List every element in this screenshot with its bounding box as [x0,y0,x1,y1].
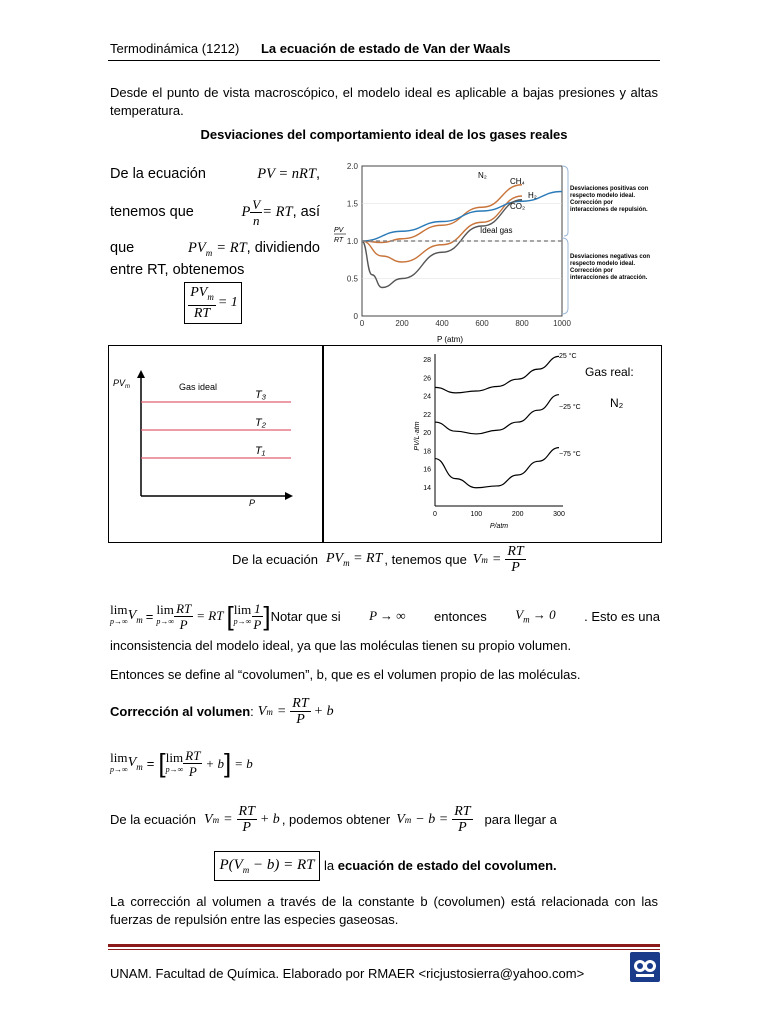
svg-text:respecto modelo ideal.: respecto modelo ideal. [570,193,636,199]
x-tick: 0 [433,511,437,518]
x-axis-label: P [249,498,256,508]
series-curve-0 [435,356,559,393]
label-h2: H₂ [528,191,537,200]
document-title: La ecuación de estado de Van der Waals [260,41,511,56]
y-tick: 28 [423,357,431,364]
svg-text:Corrección por: Corrección por [570,200,614,206]
annotation-negative [570,254,650,281]
x-tick: 0 [359,319,365,328]
series-curves [435,356,559,487]
left-line-1: De la ecuación PV = nRT, [110,166,320,182]
y-tick: 1.0 [346,237,358,246]
svg-text:Desviaciones positivas con: Desviaciones positivas con [570,186,649,192]
equation-2-line: lim p→∞ $V_m$ = lim p→∞ $\frac{RT}{P}$ = RT [ lim p→∞ $\frac{1}{P}$ ] Notar que si P → ∞ entonces $V_m \to 0$ . Esto es una [110,600,660,632]
footer-text: UNAM. Facultad de Química. Elaborado por RMAER <ricjustosierra@yahoo.com> [110,966,585,981]
label-ideal: Ideal gas [480,226,513,235]
x-tick: 300 [553,511,565,518]
final-paragraph: La corrección al volumen a través de la constante b (covolumen) está relacionada con las fuerzas de repulsión entre las especies gaseosas. [110,894,658,927]
bracket-positive [562,166,568,236]
left-text-block [110,164,320,282]
svg-text:Desviaciones negativas con: Desviaciones negativas con [570,254,651,260]
isotherm-label: T₁ [255,445,266,457]
y-tick: 14 [423,484,431,492]
label-n2: N₂ [478,171,487,180]
x-tick-labels [433,511,565,518]
x-tick-labels [360,319,572,328]
real-gas-chart [323,346,661,542]
inconsistency-paragraph: inconsistencia del modelo ideal, ya que las moléculas tienen su propio volumen. [110,638,572,653]
left-line-2: tenemos que P $\frac{V}{n}$ = RT , así [110,196,320,228]
y-tick: 2.0 [346,162,358,171]
y-tick: 18 [423,448,431,456]
y-axis-label-num: PV [334,227,344,234]
real-gas-label: Gas real: [585,365,634,379]
svg-text:interacciones de repulsión.: interacciones de repulsión. [570,207,648,213]
isotherm-label: T₂ [255,417,266,429]
header-rule [108,60,660,61]
annotation-positive [570,186,649,213]
boxed-equation: $\frac{PV_m}{RT}$ = 1 [184,282,242,324]
label-co2: CO₂ [510,202,526,211]
bracket-negative [562,238,568,314]
left-line-3: que $PV_m$ = RT, dividiendo [110,240,320,258]
y-tick: 22 [423,411,431,419]
label-25c: 25 °C [559,353,577,360]
series-lines [362,185,562,288]
x-tick: 100 [470,511,483,518]
intro-paragraph: Desde el punto de vista macroscópico, el modelo ideal es aplicable a bajas presiones y altas temperatura. [110,85,658,118]
y-tick: 20 [423,430,431,437]
equation-4-line: De la ecuación V m = $\frac{RT}{P}$ + b , podemos obtener V m − b = $\frac{RT}{P}$ para llegar a [110,804,557,835]
isotherm-label: T₃ [255,389,267,401]
series-line-3 [362,200,522,288]
y-tick: 16 [423,466,431,474]
ideal-gas-panel [108,345,324,543]
svg-text:respecto modelo ideal.: respecto modelo ideal. [570,261,636,267]
x-tick: 600 [475,319,489,328]
svg-text:interacciones de atracción.: interacciones de atracción. [570,275,648,281]
unam-logo [630,952,660,982]
course-name: Termodinámica (1212) [110,41,240,56]
x-tick: 1000 [553,319,571,328]
page-header [110,41,510,56]
label-ch4: CH₄ [510,177,525,186]
covolume-paragraph: Entonces se define al “covolumen”, b, que es el volumen propio de las moléculas. [110,667,581,682]
y-tick: 24 [423,393,431,401]
x-axis-label: P/atm [489,523,509,530]
svg-text:Corrección por: Corrección por [570,268,614,274]
x-axis-label: P (atm) [436,335,464,344]
isotherm-lines [141,389,291,458]
y-tick: 1.5 [346,199,358,209]
y-tick-labels [347,162,359,321]
gas-name-label: N₂ [610,396,624,410]
y-axis-label: $PV_m$ [113,378,131,390]
real-gas-panel [322,345,662,543]
y-tick-labels [423,357,431,492]
ideal-gas-chart [109,346,323,542]
y-axis-label-den: RT [334,237,344,244]
y-tick: 26 [423,375,431,383]
y-tick: 0.5 [346,274,358,284]
label-m75c: −75 °C [559,451,581,458]
covolume-equation-caption: la ecuación de estado del covolumen. [324,858,557,873]
y-tick: 0 [353,312,358,321]
equation-3-line: lim p→∞ $V_m$ = [ lim p→∞ $\frac{RT}{P}$ + b ] = b [110,748,253,779]
x-tick: 800 [515,319,529,328]
series-curve-2 [435,448,559,488]
footer-rule-thin [108,949,660,950]
footer-rule-thick [108,944,660,947]
chart-title: Gas ideal [179,382,218,392]
volume-correction-line: Corrección al volumen : V m = $\frac{RT}{P}$ + b [110,696,334,727]
x-tick: 200 [395,319,409,328]
equation-1-line: De la ecuación $PV_m$ = RT , tenemos que V m = $\frac{RT}{P}$ [232,544,524,575]
x-tick: 200 [511,511,524,518]
series-curve-1 [435,395,559,434]
x-tick: 400 [435,319,449,328]
covolume-equation-box: $P(V_m - b)$ = RT [214,851,320,881]
compressibility-chart [330,158,660,346]
left-line-4: entre RT, obtenemos [110,262,245,278]
label-m25c: −25 °C [559,404,581,411]
y-axis-label: PV/L·atm [414,421,421,451]
section-title: Desviaciones del comportamiento ideal de los gases reales [200,127,568,142]
